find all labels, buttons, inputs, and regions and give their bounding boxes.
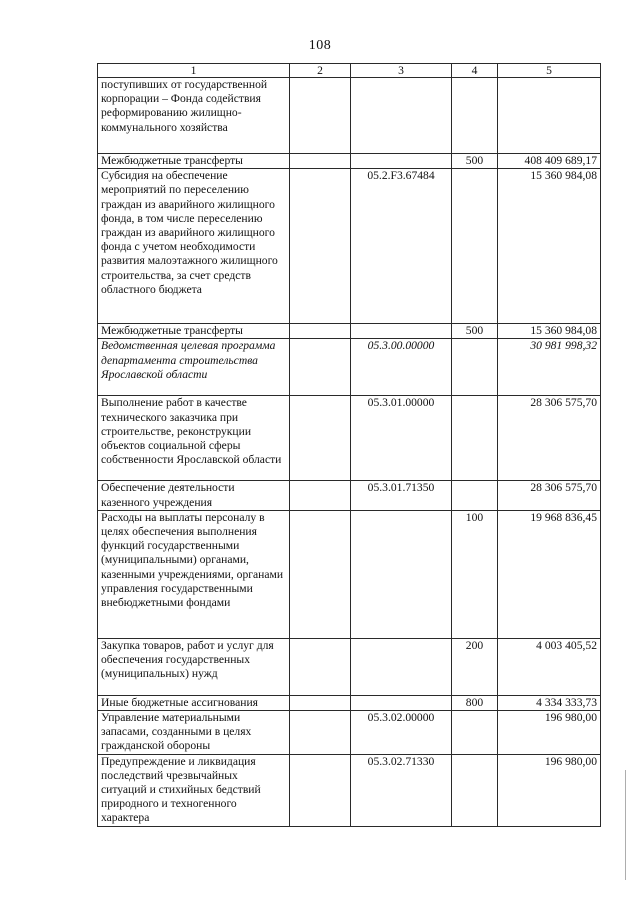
row-kvr-cell	[452, 396, 498, 481]
row-col2-cell	[290, 154, 351, 169]
row-col2-cell	[290, 78, 351, 154]
row-col2-cell	[290, 169, 351, 324]
header-row	[98, 64, 601, 78]
table-row	[98, 339, 601, 396]
table-row	[98, 78, 601, 154]
row-col2-cell	[290, 481, 351, 510]
row-kvr-cell	[452, 711, 498, 755]
row-code-cell: 05.3.01.00000	[351, 396, 452, 481]
table-row	[98, 324, 601, 339]
row-kvr-cell	[452, 754, 498, 826]
row-name-cell: Управление материальными запасами, созданными в целях гражданской обороны	[98, 711, 290, 755]
row-code-cell: 05.3.01.71350	[351, 481, 452, 510]
header-col-4: 4	[452, 64, 498, 78]
header-col-3: 3	[351, 64, 452, 78]
budget-table	[97, 63, 601, 827]
table-row	[98, 638, 601, 695]
row-code-cell	[351, 695, 452, 710]
table-row	[98, 510, 601, 638]
row-col2-cell	[290, 324, 351, 339]
row-name-cell: Предупреждение и ликвидация последствий чрезвычайных ситуаций и стихийных бедствий природного и техногенного характера	[98, 754, 290, 826]
row-code-cell	[351, 324, 452, 339]
scan-margin-line	[625, 770, 626, 880]
row-code-cell: 05.3.02.71330	[351, 754, 452, 826]
row-code-cell: 05.3.02.00000	[351, 711, 452, 755]
row-kvr-cell: 500	[452, 154, 498, 169]
row-col2-cell	[290, 396, 351, 481]
row-kvr-cell	[452, 481, 498, 510]
row-name-cell: Субсидия на обеспечение мероприятий по переселению граждан из аварийного жилищного фонда, в том числе переселению граждан из аварийного жилищного фонда с учетом необходимости развития малоэтажного жилищного строительства, за счет средств областного бюджета	[98, 169, 290, 324]
table-row	[98, 154, 601, 169]
row-name-cell: Расходы на выплаты персоналу в целях обеспечения выполнения функций государственными (муниципальными) органами, казенными учреждениями, органами управления государственными внебюджетными фондами	[98, 510, 290, 638]
row-kvr-cell	[452, 169, 498, 324]
row-name-cell: Закупка товаров, работ и услуг для обеспечения государственных (муниципальных) нужд	[98, 638, 290, 695]
row-kvr-cell: 800	[452, 695, 498, 710]
table-row	[98, 711, 601, 755]
row-name-cell: Ведомственная целевая программа департамента строительства Ярославской области	[98, 339, 290, 396]
row-kvr-cell: 500	[452, 324, 498, 339]
row-amount-cell: 28 306 575,70	[498, 481, 601, 510]
page-number: 108	[308, 38, 332, 53]
row-amount-cell: 4 003 405,52	[498, 638, 601, 695]
row-amount-cell: 30 981 998,32	[498, 339, 601, 396]
row-name-cell: Межбюджетные трансферты	[98, 324, 290, 339]
row-col2-cell	[290, 510, 351, 638]
row-name-cell: Выполнение работ в качестве технического заказчика при строительстве, реконструкции объектов социальной сферы собственности Ярославской области	[98, 396, 290, 481]
row-name-cell: поступивших от государственной корпорации – Фонда содействия реформированию жилищно-коммунального хозяйства	[98, 78, 290, 154]
row-col2-cell	[290, 695, 351, 710]
row-code-cell: 05.2.F3.67484	[351, 169, 452, 324]
row-amount-cell	[498, 78, 601, 154]
row-col2-cell	[290, 339, 351, 396]
row-amount-cell: 15 360 984,08	[498, 169, 601, 324]
row-amount-cell: 196 980,00	[498, 754, 601, 826]
row-name-cell: Иные бюджетные ассигнования	[98, 695, 290, 710]
row-amount-cell: 408 409 689,17	[498, 154, 601, 169]
header-col-1: 1	[98, 64, 290, 78]
row-amount-cell: 4 334 333,73	[498, 695, 601, 710]
table-body	[98, 78, 601, 827]
row-amount-cell: 28 306 575,70	[498, 396, 601, 481]
row-amount-cell: 15 360 984,08	[498, 324, 601, 339]
row-name-cell: Межбюджетные трансферты	[98, 154, 290, 169]
row-kvr-cell: 200	[452, 638, 498, 695]
row-amount-cell: 196 980,00	[498, 711, 601, 755]
row-kvr-cell	[452, 78, 498, 154]
row-code-cell	[351, 638, 452, 695]
row-kvr-cell	[452, 339, 498, 396]
row-code-cell	[351, 78, 452, 154]
row-kvr-cell: 100	[452, 510, 498, 638]
row-col2-cell	[290, 754, 351, 826]
header-col-2: 2	[290, 64, 351, 78]
row-col2-cell	[290, 638, 351, 695]
table-row	[98, 754, 601, 826]
table-row	[98, 396, 601, 481]
table-row	[98, 169, 601, 324]
row-col2-cell	[290, 711, 351, 755]
row-name-cell: Обеспечение деятельности казенного учреждения	[98, 481, 290, 510]
row-code-cell	[351, 154, 452, 169]
table-row	[98, 481, 601, 510]
header-col-5: 5	[498, 64, 601, 78]
row-code-cell	[351, 510, 452, 638]
row-amount-cell: 19 968 836,45	[498, 510, 601, 638]
table-row	[98, 695, 601, 710]
row-code-cell: 05.3.00.00000	[351, 339, 452, 396]
